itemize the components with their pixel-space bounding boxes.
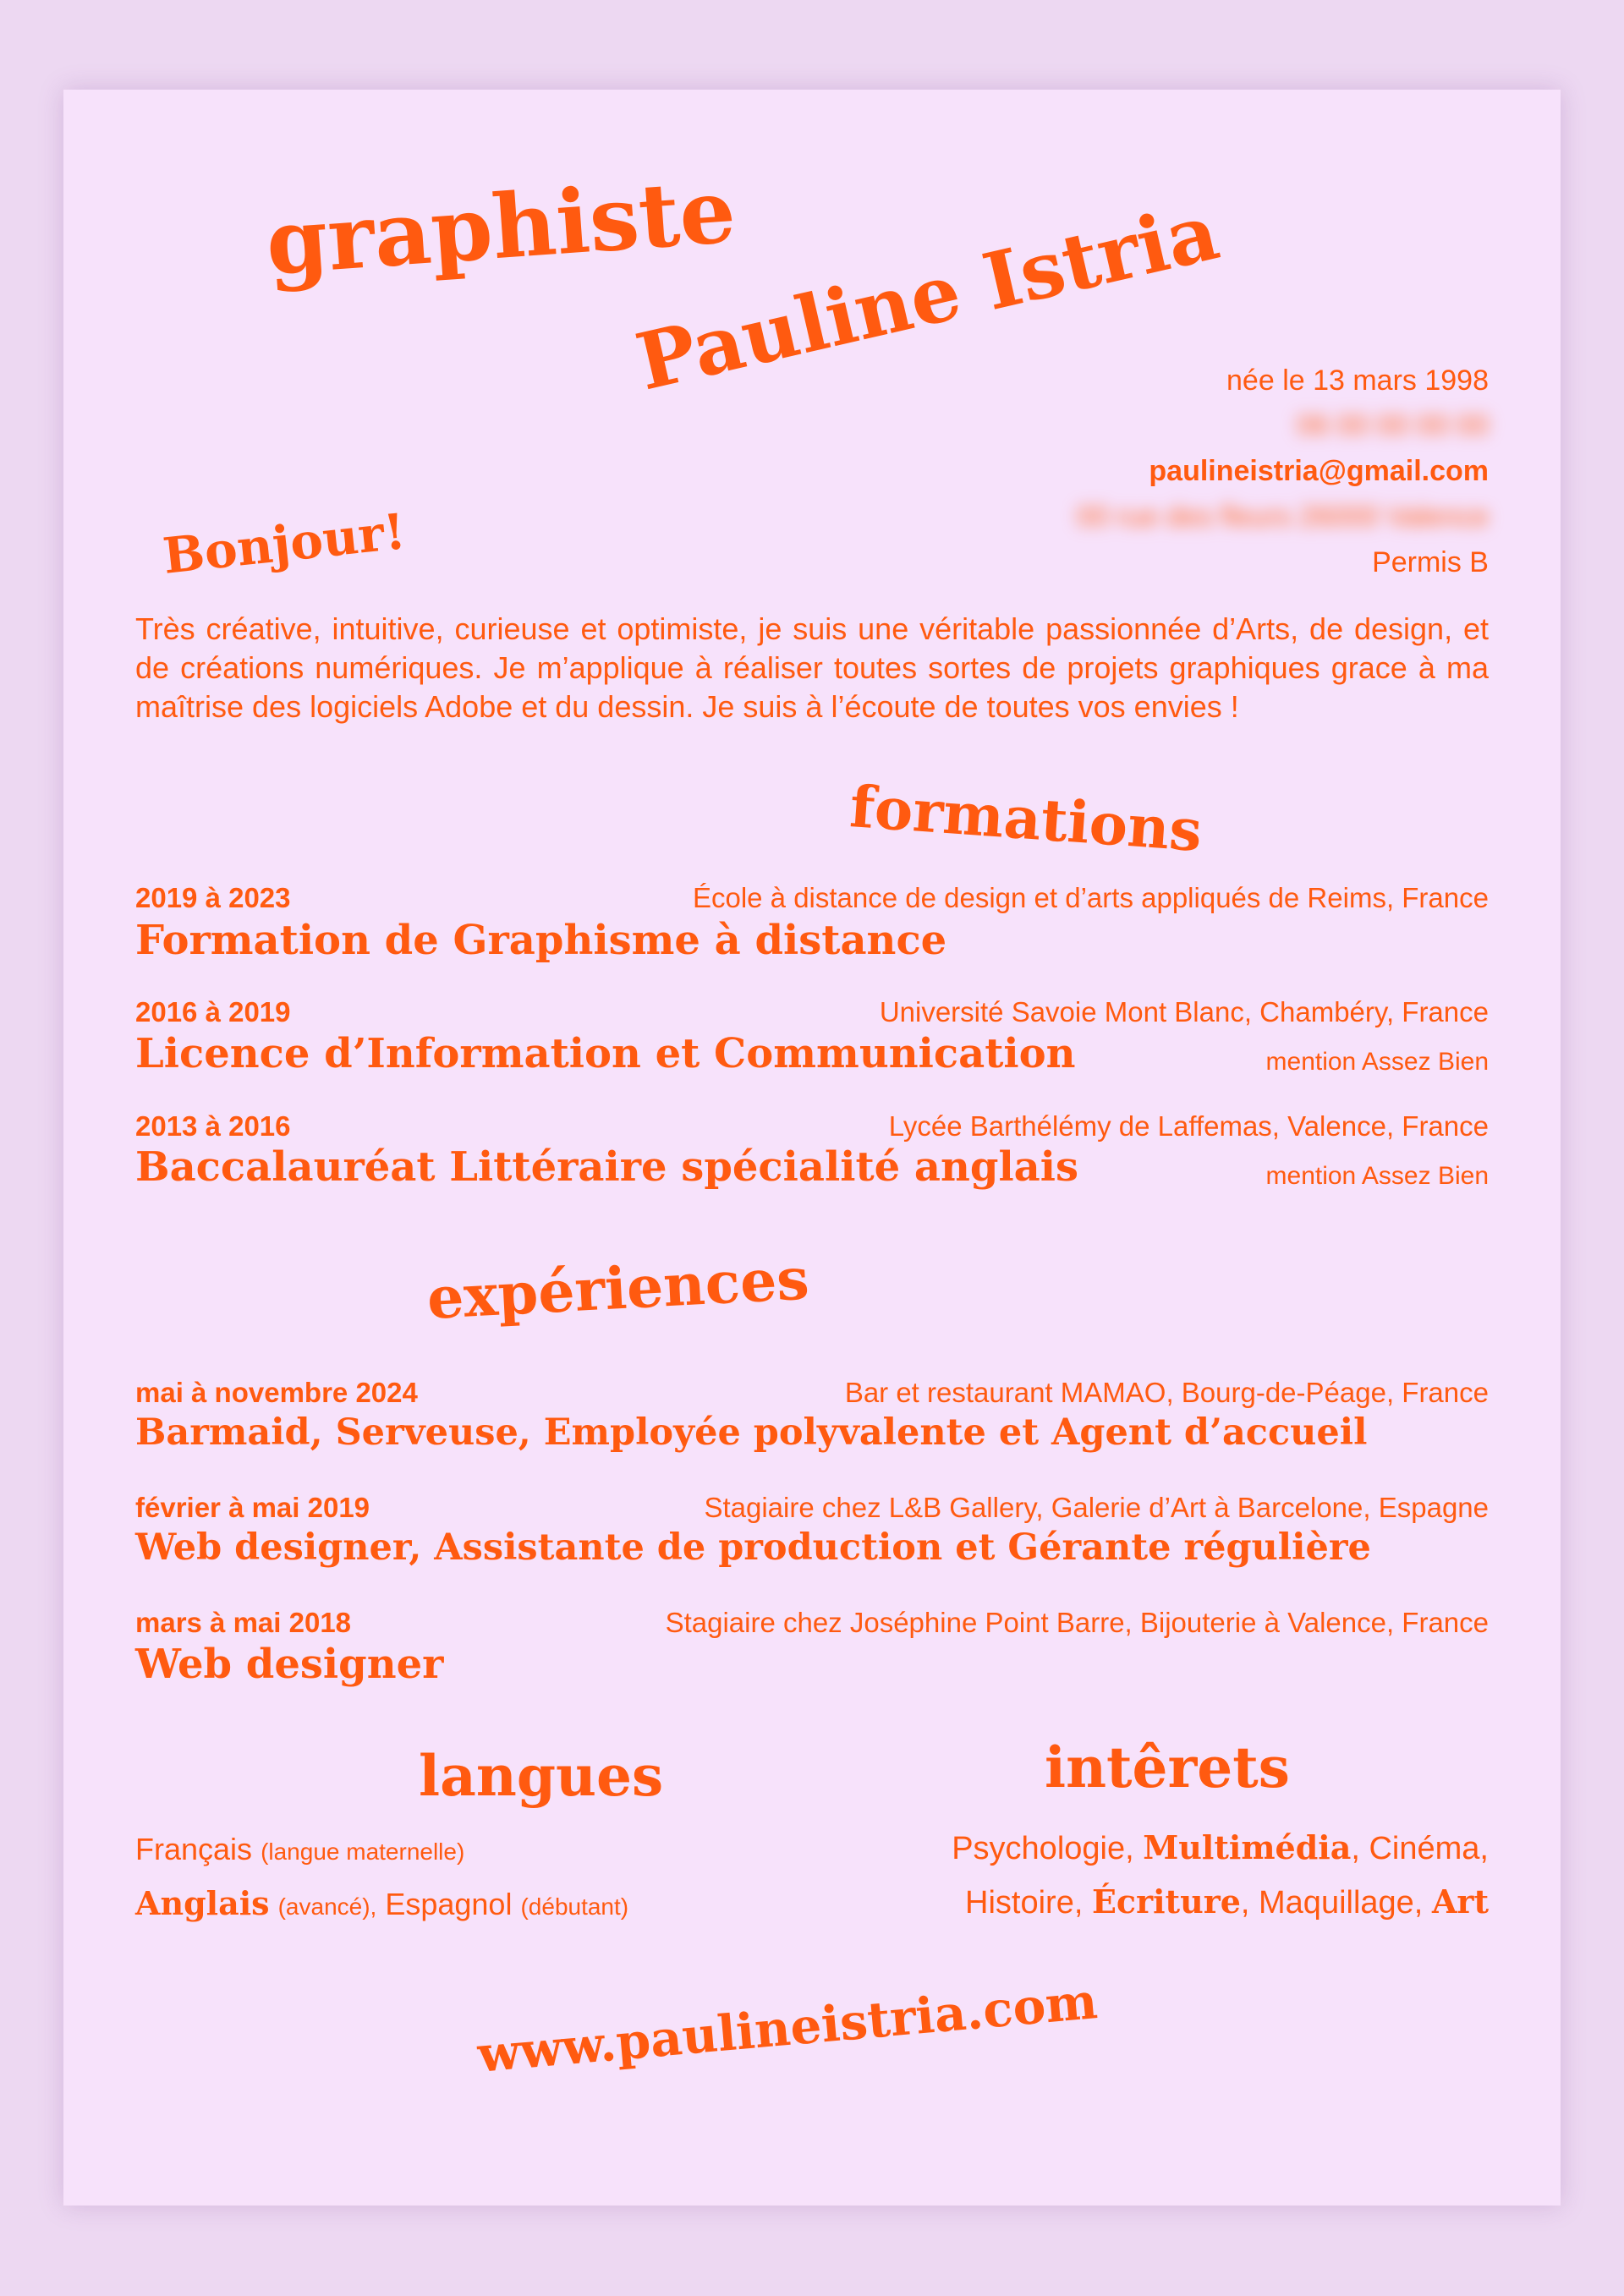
formation-2-mention: mention Assez Bien xyxy=(1265,1048,1489,1076)
birth-date: née le 13 mars 1998 xyxy=(1226,364,1489,397)
experience-1-place: Bar et restaurant MAMAO, Bourg-de-Péage, France xyxy=(844,1377,1489,1408)
formation-2-title: Licence d’Information et Communication xyxy=(135,1030,1076,1077)
resume-page xyxy=(63,90,1561,2206)
language-anglais-level: (avancé), xyxy=(277,1893,377,1920)
experience-3-dates: mars à mai 2018 xyxy=(135,1607,352,1638)
formation-1-dates: 2019 à 2023 xyxy=(135,882,291,913)
experience-3-place: Stagiaire chez Joséphine Point Barre, Bijouterie à Valence, France xyxy=(665,1607,1489,1638)
interest-cinema: , Cinéma, xyxy=(1351,1831,1489,1866)
license: Permis B xyxy=(1372,546,1489,578)
interests-line-2 xyxy=(965,1882,1489,1921)
experience-1-dates: mai à novembre 2024 xyxy=(135,1377,418,1408)
interests-line-1 xyxy=(952,1828,1489,1867)
website-link[interactable]: www.paulineistria.com xyxy=(475,1972,1100,2084)
experience-1-title: Barmaid, Serveuse, Employée polyvalente et Agent d’accueil xyxy=(135,1411,1368,1454)
langues-heading: langues xyxy=(419,1743,664,1809)
interest-art: Art xyxy=(1431,1882,1489,1921)
formation-3-place: Lycée Barthélémy de Laffemas, Valence, France xyxy=(888,1110,1489,1142)
formation-3-mention: mention Assez Bien xyxy=(1265,1162,1489,1190)
email-link[interactable]: paulineistria@gmail.com xyxy=(1149,455,1489,487)
language-espagnol-level: (débutant) xyxy=(520,1893,629,1920)
formation-1-title: Formation de Graphisme à distance xyxy=(135,917,947,964)
language-espagnol: Espagnol xyxy=(385,1887,513,1921)
experience-2-title: Web designer, Assistante de production et Gérante régulière xyxy=(135,1526,1371,1569)
formation-2-place: Université Savoie Mont Blanc, Chambéry, France xyxy=(879,996,1489,1027)
interets-heading: intêrets xyxy=(1045,1734,1290,1800)
interest-ecriture: Écriture xyxy=(1091,1882,1241,1921)
formation-2-dates: 2016 à 2019 xyxy=(135,996,291,1027)
language-anglais: Anglais xyxy=(135,1884,270,1922)
experience-2-place: Stagiaire chez L&B Gallery, Galerie d’Art à Barcelone, Espagne xyxy=(704,1492,1489,1523)
interest-psychologie: Psychologie, xyxy=(952,1831,1134,1866)
interest-multimedia: Multimédia xyxy=(1143,1828,1352,1866)
formation-1-place: École à distance de design et d’arts appliqués de Reims, France xyxy=(692,882,1489,913)
intro-heading: Bonjour! xyxy=(160,502,409,585)
formation-3-title: Baccalauréat Littéraire spécialité anglais xyxy=(135,1143,1079,1191)
experience-2-dates: février à mai 2019 xyxy=(135,1492,370,1523)
language-line-1 xyxy=(135,1832,464,1867)
experience-3-title: Web designer xyxy=(135,1641,444,1688)
language-line-2 xyxy=(135,1884,628,1922)
interest-histoire: Histoire, xyxy=(965,1885,1084,1921)
experiences-heading: expériences xyxy=(425,1245,811,1333)
name-title: Pauline Istria xyxy=(628,185,1227,408)
intro-text: Très créative, intuitive, curieuse et optimiste, je suis une véritable passionnée d’Arts, de design, et de créations numériques. Je m’applique à réaliser toutes sortes de projets graphiques grace à ma maîtrise des logiciels Adobe et du dessin. Je suis à l’écoute de toutes vos envies ! xyxy=(135,611,1489,724)
phone-number: 06 00 00 00 00 xyxy=(1297,409,1489,441)
role-title: graphiste xyxy=(262,158,739,295)
formation-3-dates: 2013 à 2016 xyxy=(135,1110,291,1142)
formations-heading: formations xyxy=(848,773,1204,865)
language-francais: Français xyxy=(135,1832,253,1866)
language-francais-level: (langue maternelle) xyxy=(261,1838,465,1865)
address: 00 rue des fleurs 26000 Valence xyxy=(1076,501,1489,533)
interest-maquillage: , Maquillage, xyxy=(1240,1885,1424,1921)
